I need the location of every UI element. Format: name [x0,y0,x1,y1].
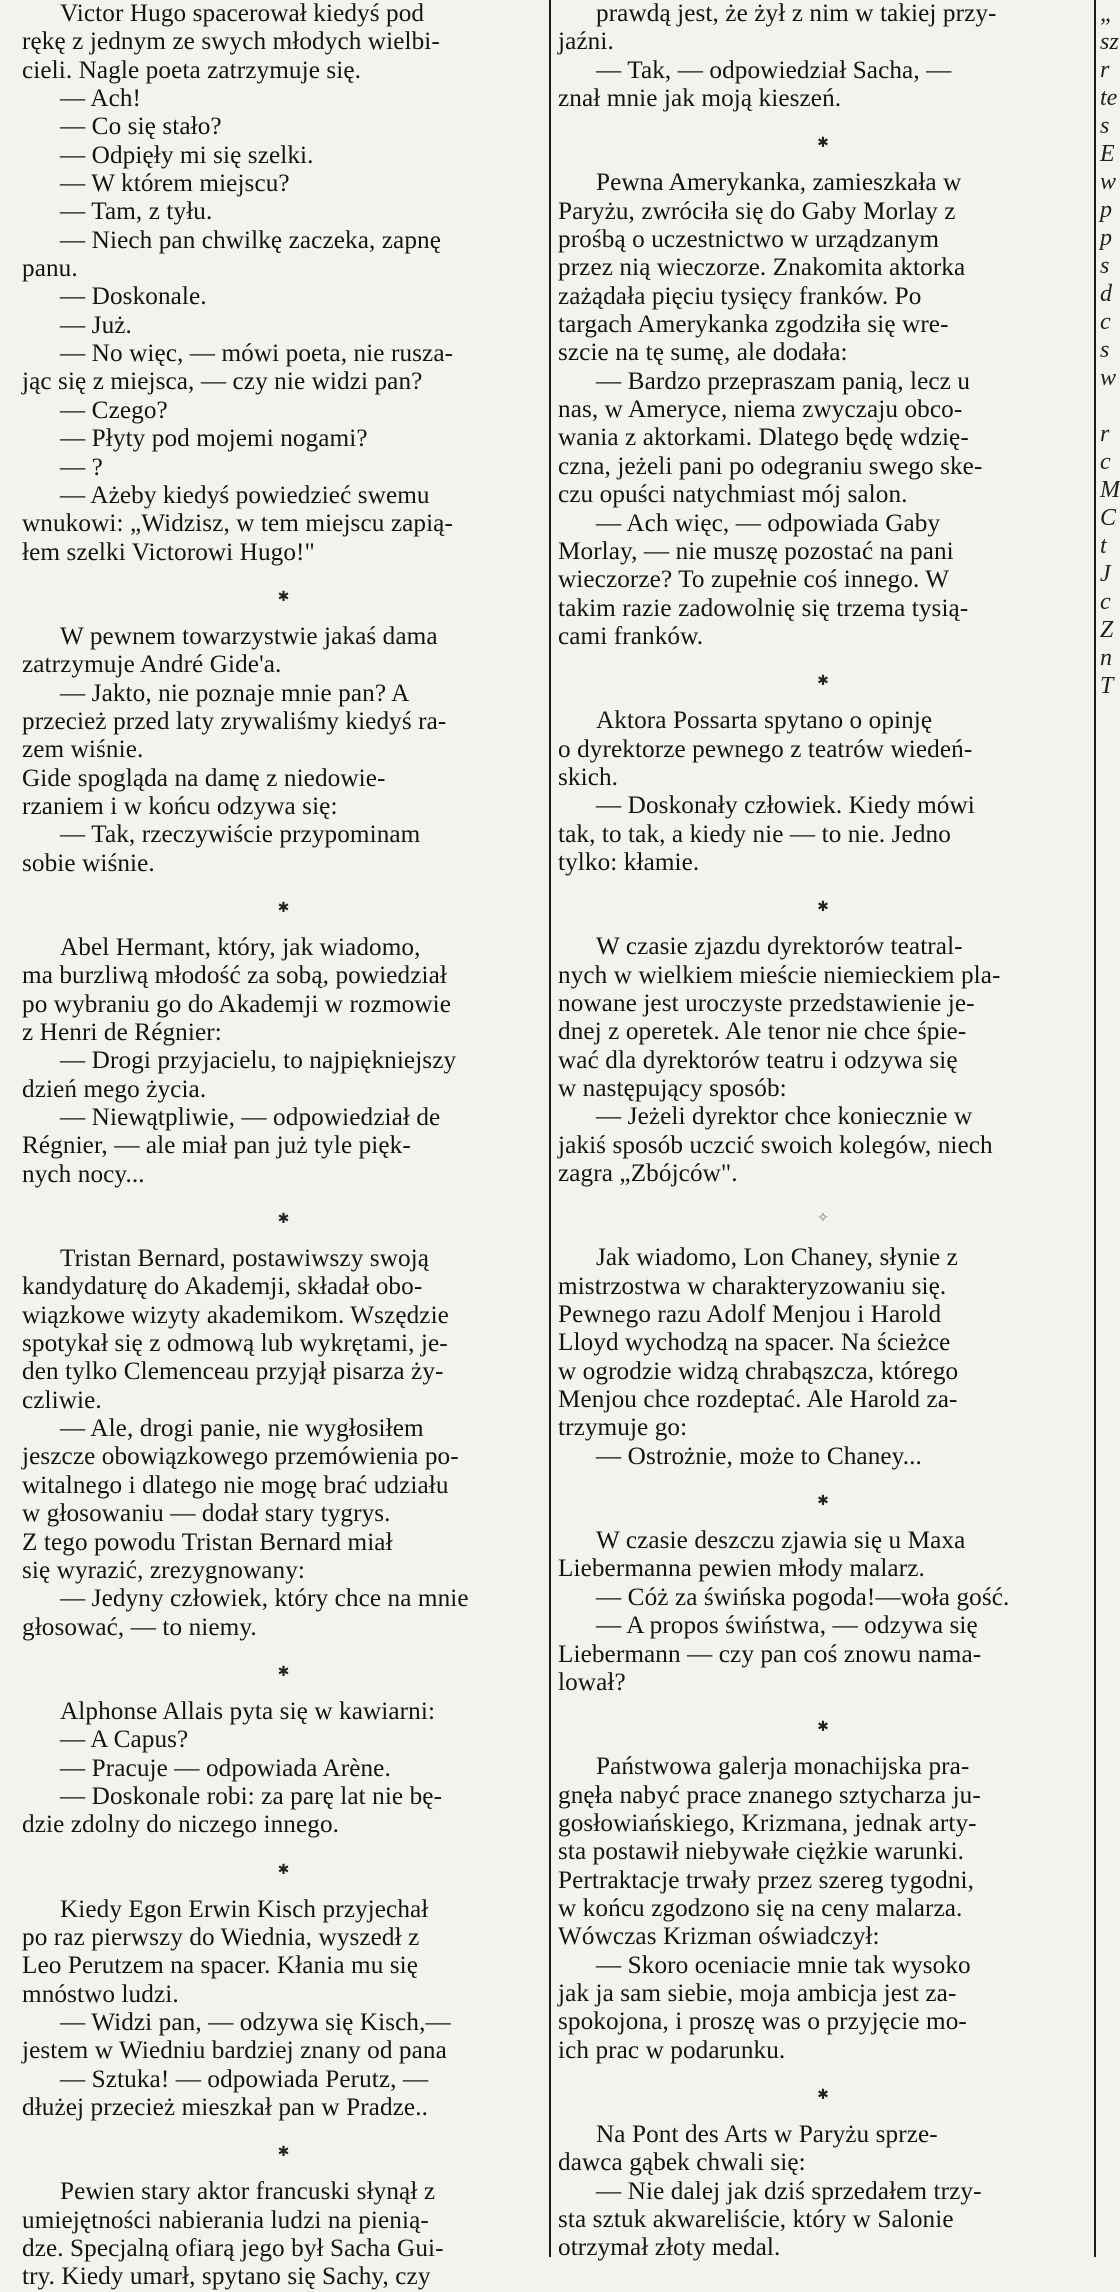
text-line: Alphonse Allais pyta się w kawiarni: [60,1697,436,1725]
text-line: — Bardzo przepraszam panią, lecz u [596,367,971,395]
text-line: umiejętności nabierania ludzi na pienią- [22,2206,429,2234]
text-line: otrzymał złoty medal. [558,2234,781,2262]
text-line: Państwowa galerja monachijska pra- [596,1753,970,1781]
text-line: nych w wielkiem mieście niemieckiem pla- [558,961,1001,989]
text-line: prawdą jest, że żył z nim w takiej przy- [596,0,997,27]
edge-fragment: n [1100,645,1112,671]
text-line: sta sztuk akwareliście, który w Salonie [558,2206,954,2233]
text-line: rzaniem i w końcu odzywa się: [22,792,338,820]
section-separator [558,2065,1088,2121]
text-line: Jak wiadomo, Lon Chaney, słynie z [596,1244,958,1272]
section-separator [22,1189,545,1245]
edge-fragment: M [1100,477,1120,503]
column-rule [549,0,551,2257]
column-right [558,0,1088,2262]
text-line: Paryżu, zwróciła się do Gaby Morlay z [558,197,956,225]
text-line: W pewnem towarzystwie jakaś dama [60,622,438,650]
edge-fragment: w [1100,169,1117,195]
text-line: trzymuje go: [558,1414,688,1442]
text-line: — Drogi przyjacielu, to najpiękniejszy [60,1047,457,1075]
article-paragraph [558,0,1088,113]
text-line: — Już. [60,311,132,339]
text-line: Pewnego razu Adolf Menjou i Harold [558,1301,942,1329]
text-line: panu. [22,255,78,283]
text-line: tak, to tak, a kiedy nie — to nie. Jedno [558,820,951,848]
text-line: głosować, — to niemy. [22,1613,257,1641]
text-line: Victor Hugo spacerował kiedyś pod [60,0,425,27]
text-line: Wówczas Krizman oświadczył: [558,1923,880,1951]
text-line: Z tego powodu Tristan Bernard miał [22,1528,393,1556]
section-separator [558,651,1088,707]
text-line: Tristan Bernard, postawiwszy swoją [60,1245,430,1273]
text-line: — Niech pan chwilkę zaczeka, zapnę [60,226,442,254]
text-line: — Jeżeli dyrektor chce koniecznie w [596,1103,973,1131]
text-line: Liebermanna pewien młody malarz. [558,1555,925,1583]
text-line: — A Capus? [60,1726,189,1754]
text-line: den tylko Clemenceau przyjął pisarza ży- [22,1358,444,1386]
column-right-text [558,0,1088,2263]
section-separator [22,1642,545,1698]
edge-fragment: T [1100,673,1114,699]
text-line: nowane jest uroczyste przedstawienie je- [558,989,975,1017]
text-line: Pewien stary aktor francuski słynął z [60,2178,436,2206]
section-separator [558,877,1088,933]
text-line: — Ale, drogi panie, nie wygłosiłem [60,1415,424,1443]
text-line: Pewna Amerykanka, zamieszkała w [596,169,962,197]
text-line: — Ach więc, — odpowiada Gaby [596,509,941,537]
text-line: jestem w Wiedniu bardziej znany od pana [22,2037,447,2065]
article-paragraph [558,2121,1088,2263]
text-line: — Ach! [60,85,142,113]
text-line: skich. [558,763,619,791]
text-line: — Pracuje — odpowiada Arène. [60,1754,391,1782]
column-left-text [22,0,545,2292]
edge-fragment: E [1100,141,1115,167]
text-line: przez nią wieczorze. Znakomita aktorka [558,254,966,282]
text-line: w końcu zgodzono się na ceny malarza. [558,1894,963,1922]
text-line: mistrzostwa w charakteryzowaniu się. [558,1272,947,1300]
text-line: Lloyd wychodzą na spacer. Na ścieżce [558,1329,951,1357]
article-paragraph [22,0,545,567]
text-line: cami franków. [558,622,704,650]
edge-fragment: p [1100,197,1112,223]
text-line: W czasie deszczu zjawia się u Maxa [596,1527,966,1555]
edge-fragment: s [1100,113,1110,139]
text-line: — Jakto, nie poznaje mnie pan? A [60,679,410,707]
text-line: przecież przed laty zrywaliśmy kiedyś ra- [22,707,447,735]
text-line: takim razie zadowolnię się trzema tysią- [558,594,969,622]
edge-fragment: p [1100,225,1112,251]
text-line: gosłowiańskiego, Krizmana, jednak arty- [558,1809,977,1837]
text-line: kandydaturę do Akademji, składał obo- [22,1273,423,1301]
text-line: — Czego? [60,396,168,424]
edge-fragment: c [1100,589,1111,615]
section-separator [558,113,1088,169]
text-line: — ? [60,453,103,481]
section-separator [22,1840,545,1896]
edge-fragment: c [1100,309,1111,335]
text-line: — Cóż za świńska pogoda!—woła gość. [596,1583,1010,1611]
text-line: ma burzliwą młodość za sobą, powiedział [22,962,447,990]
text-line: rękę z jednym ze swych młodych wielbi- [22,28,440,56]
edge-fragment: t [1100,533,1107,559]
text-line: W czasie zjazdu dyrektorów teatral- [596,933,963,961]
edge-fragment: d [1100,281,1112,307]
text-line: — Jedyny człowiek, który chce na mnie [60,1585,469,1613]
text-line: wać dla dyrektorów teatru i odzywa się [558,1046,958,1074]
text-line: spokojona, i proszę was o przyjęcie mo- [558,2008,967,2036]
article-paragraph [22,2178,545,2291]
text-line: po wybraniu go do Akademji w rozmowie [22,990,452,1018]
text-line: jakiś sposób uczcić swoich kolegów, niech [558,1131,993,1159]
edge-fragment: J [1100,561,1111,587]
section-separator [22,2122,545,2178]
text-line: dze. Specjalną ofiarą jego był Sacha Gui- [22,2235,444,2263]
edge-fragment: s [1100,253,1110,279]
text-line: Abel Hermant, który, jak wiadomo, [60,933,421,961]
text-line: nych nocy... [22,1160,145,1188]
section-separator [558,1471,1088,1527]
edge-fragment: s [1100,337,1110,363]
text-line: szcie na tę sumę, ale dodała: [558,339,848,367]
text-line: nas, w Ameryce, niema zwyczaju obco- [558,396,963,424]
article-paragraph [22,934,545,1189]
text-line: targach Amerykanka zgodziła się wre- [558,311,949,339]
text-line: Menjou chce rozdeptać. Ale Harold za- [558,1386,958,1414]
text-line: o dyrektorze pewnego z teatrów wiedeń- [558,735,973,763]
text-line: wania z aktorkami. Dlatego będę wdzię- [558,424,969,452]
edge-fragment: te [1100,85,1118,111]
text-line: — Sztuka! — odpowiada Perutz, — [60,2065,429,2093]
text-line: jak ja sam siebie, moja ambicja jest za- [558,1979,957,2007]
article-paragraph [22,1896,545,2123]
text-line: jaźni. [558,28,614,56]
text-line: czu opuści natychmiast mój salon. [558,481,908,509]
section-separator [558,1188,1088,1244]
text-line: się wyrazić, zrezygnowany: [22,1556,306,1584]
edge-fragment [1100,392,1117,420]
text-line: gnęła nabyć prace znanego sztycharza ju- [558,1781,981,1809]
section-separator [22,878,545,934]
text-line: z Henri de Régnier: [22,1019,222,1046]
text-line: wnukowi: „Widzisz, w tem miejscu zapią- [22,510,453,538]
text-line: prośbą o uczestnictwo w urządzanym [558,226,940,254]
text-line: zagra „Zbójców". [558,1160,738,1188]
text-line: lował? [558,1668,626,1696]
edge-fragment: Z [1100,617,1114,643]
text-line: dzie zdolny do niczego innego. [22,1811,340,1839]
text-line: sta postawił niebywałe ciężkie warunki. [558,1838,965,1866]
text-line: Aktora Possarta spytano o opinję [596,707,933,735]
column-rule-right [1094,0,1096,2257]
text-line: — Doskonały człowiek. Kiedy mówi [596,792,975,820]
article-paragraph [558,707,1088,877]
text-line: ich prac w podarunku. [558,2036,786,2064]
text-line: w następujący sposób: [558,1075,787,1102]
text-line: — Tak, — odpowiedział Sacha, — [596,56,952,84]
edge-fragment: c [1100,449,1111,475]
text-line: spotykał się z odmową lub wykrętami, je- [22,1330,448,1358]
text-line: cieli. Nagle poeta zatrzymuje się. [22,56,362,84]
text-line: wieczorze? To zupełnie coś innego. W [558,566,950,594]
text-line: po raz pierwszy do Wiednia, wyszedł z [22,1923,420,1951]
section-separator [558,1697,1088,1753]
text-line: sobie wiśnie. [22,849,155,877]
text-line: jeszcze obowiązkowego przemówienia po- [22,1443,459,1471]
edge-fragment: „ [1100,1,1114,27]
text-line: — Widzi pan, — odzywa się Kisch,— [60,2008,451,2036]
text-line: dłużej przecież mieszkał pan w Pradze.. [22,2094,429,2121]
text-line: try. Kiedy umarł, spytano się Sachy, czy [22,2263,431,2291]
text-line: zatrzymuje André Gide'a. [22,651,282,679]
text-line: w ogrodzie widzą chrabąszcza, którego [558,1357,959,1385]
column-left [22,0,545,2291]
text-line: — No więc, — mówi poeta, nie rusza- [60,340,454,368]
text-line: znał mnie jak moją kieszeń. [558,85,842,113]
text-line: Na Pont des Arts w Paryżu sprze- [596,2120,938,2148]
text-line: — A propos świństwa, — odzywa się [596,1612,978,1640]
text-line: czliwie. [22,1386,102,1414]
text-line: dnej z operetek. Ale tenor nie chce śpie- [558,1018,967,1046]
text-line: — Tam, z tyłu. [60,198,213,226]
edge-fragment: r [1100,57,1110,83]
text-line: mnóstwo ludzi. [22,1980,179,2008]
text-line: — Tak, rzeczywiście przypominam [60,821,421,849]
text-line: — W którem miejscu? [60,170,290,198]
text-line: zem wiśnie. [22,736,144,764]
text-line: dzień mego życia. [22,1075,207,1103]
edge-fragment: C [1100,505,1117,531]
text-line: — Doskonale robi: za parę lat nie bę- [60,1782,443,1810]
article-paragraph [558,1527,1088,1697]
text-line: dawca gąbek chwali się: [558,2149,806,2177]
text-line: — Nie dalej jak dziś sprzedałem trzy- [596,2177,982,2205]
article-paragraph [22,623,545,878]
text-line: Leo Perutzem na spacer. Kłania mu się [22,1952,419,1980]
edge-fragment: r [1100,421,1110,447]
edge-fragment: sz [1100,29,1119,55]
text-line: zażądała pięciu tysięcy franków. Po [558,282,922,310]
text-line: jąc się z miejsca, — czy nie widzi pan? [22,368,423,396]
text-line: — Doskonale. [60,283,207,311]
article-paragraph [558,1753,1088,2065]
article-paragraph [22,1245,545,1642]
left-edge-bleed [0,0,18,2257]
article-paragraph [558,933,1088,1188]
text-line: witalnego i dlatego nie mogę brać udziału [22,1471,449,1499]
text-line: tylko: kłamie. [558,848,700,876]
text-line: w głosowaniu — dodał stary tygrys. [22,1500,391,1528]
text-line: Liebermann — czy pan coś znowu nama- [558,1640,982,1668]
text-line: wiązkowe wizyty akademikom. Wszędzie [22,1301,449,1329]
text-line: — Co się stało? [60,113,222,141]
text-line: Morlay, — nie muszę pozostać na pani [558,537,954,565]
article-paragraph [22,1698,545,1840]
section-separator [22,567,545,623]
text-line: łem szelki Victorowi Hugo!" [22,538,315,566]
text-line: Kiedy Egon Erwin Kisch przyjechał [60,1895,429,1923]
text-line: — Płyty pod mojemi nogami? [60,425,368,453]
text-line: Régnier, — ale miał pan już tyle pięk- [22,1132,411,1160]
article-paragraph [558,169,1088,651]
text-line: czna, jeżeli pani po odegraniu swego ske- [558,452,983,480]
right-edge-bleed [1100,0,1120,2257]
text-line: Gide spogląda na damę z niedowie- [22,764,386,792]
text-line: — Odpięły mi się szelki. [60,141,314,169]
text-line: — Ostrożnie, może to Chaney... [596,1442,922,1470]
edge-fragment: w [1100,365,1117,391]
text-line: — Skoro oceniacie mnie tak wysoko [596,1951,971,1979]
text-line: — Niewątpliwie, — odpowiedział de [60,1104,441,1132]
text-line: — Ażeby kiedyś powiedzieć swemu [60,481,430,509]
text-line: Pertraktacje trwały przez szereg tygodni, [558,1866,975,1894]
article-paragraph [558,1244,1088,1471]
